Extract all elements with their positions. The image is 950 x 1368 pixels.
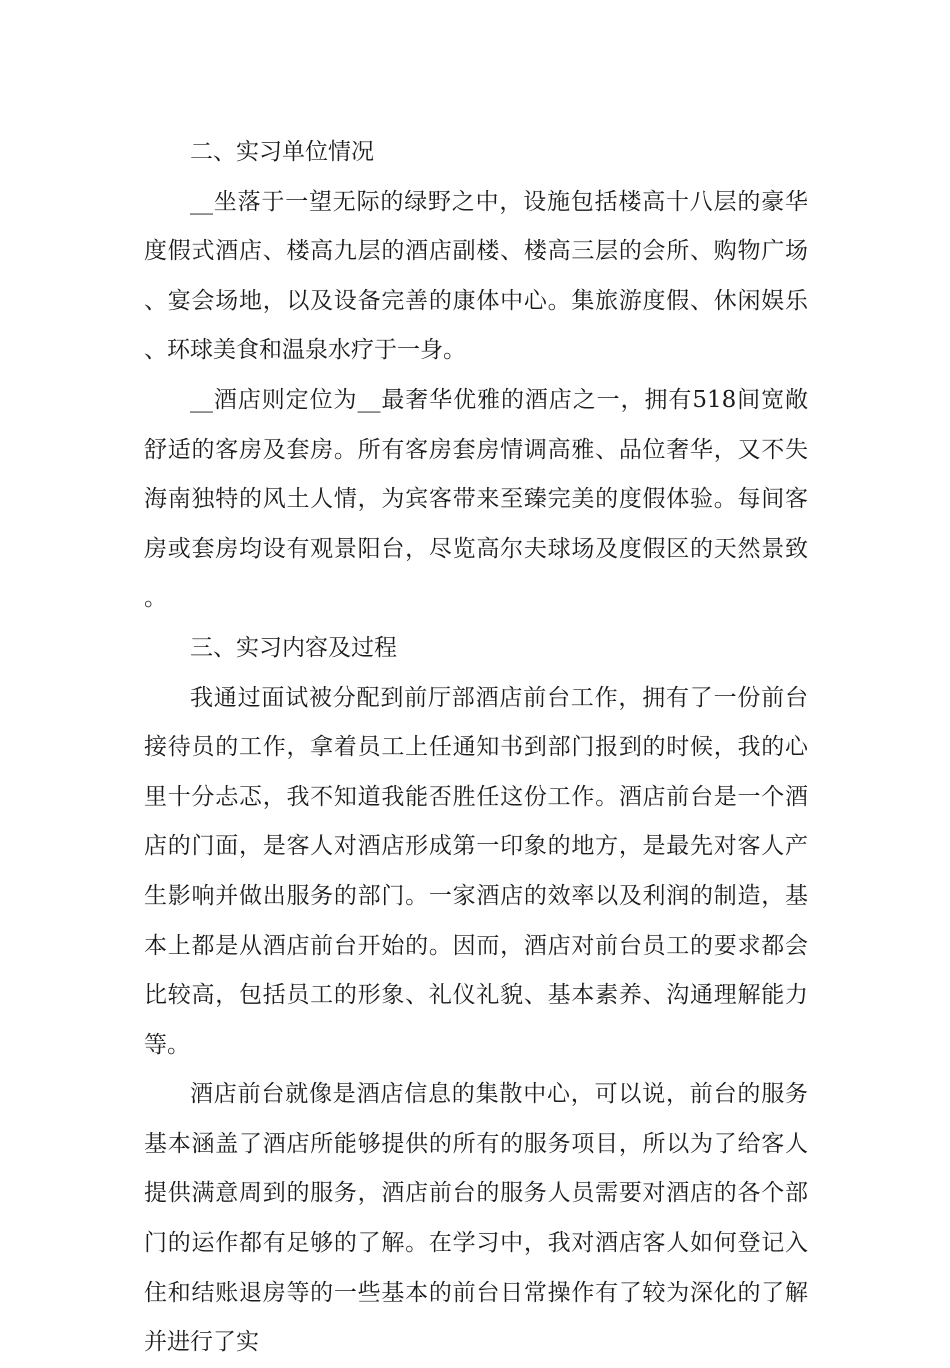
document-body bbox=[144, 128, 808, 1368]
section-heading-unit-info: 二、实习单位情况 bbox=[190, 139, 374, 165]
paragraph-hotel-positioning: __酒店则定位为__最奢华优雅的酒店之一，拥有518间宽敞舒适的客房及套房。所有客房套房情调高雅、品位奢华，又不失海南独特的风土人情，为宾客带来至臻完美的度假体验。每间客房或套房均设有观景阳台，尽览高尔夫球场及度假区的天然景致。 bbox=[144, 386, 808, 612]
paragraph-front-desk-role: 酒店前台就像是酒店信息的集散中心，可以说，前台的服务基本涵盖了酒店所能够提供的所有的服务项目，所以为了给客人提供满意周到的服务，酒店前台的服务人员需要对酒店的各个部门的运作都有足够的了解。在学习中，我对酒店客人如何登记入住和结账退房等的一些基本的前台日常操作有了较为深化的了解并进行了实 bbox=[144, 1081, 808, 1356]
section-heading-internship-content: 三、实习内容及过程 bbox=[190, 634, 397, 661]
paragraph-location-facilities: __坐落于一望无际的绿野之中，设施包括楼高十八层的豪华度假式酒店、楼高九层的酒店副楼、楼高三层的会所、购物广场、宴会场地，以及设备完善的康体中心。集旅游度假、休闲娱乐、环球美食和温泉水疗于一身。 bbox=[144, 188, 808, 364]
paragraph-front-desk-assignment: 我通过面试被分配到前厅部酒店前台工作，拥有了一份前台接待员的工作，拿着员工上任通知书到部门报到的时候，我的心里十分忐忑，我不知道我能否胜任这份工作。酒店前台是一个酒店的门面，是客人对酒店形成第一印象的地方，是最先对客人产生影响并做出服务的部门。一家酒店的效率以及利润的制造，基本上都是从酒店前台开始的。因而，酒店对前台员工的要求都会比较高，包括员工的形象、礼仪礼貌、基本素养、沟通理解能力等。 bbox=[144, 684, 808, 1058]
